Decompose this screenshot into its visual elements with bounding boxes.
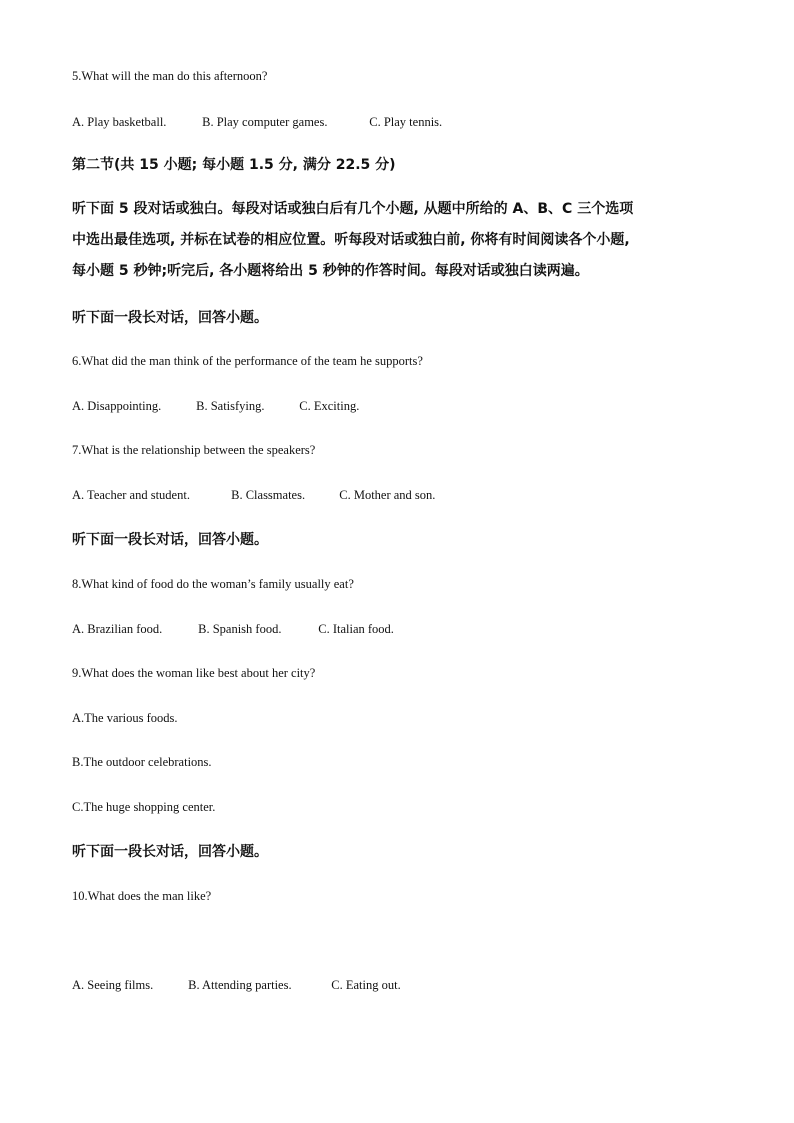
q10-question: 10.What does the man like?	[72, 889, 212, 903]
q9-option-c[interactable]: C.The huge shopping center.	[72, 800, 216, 814]
instructions	[72, 194, 732, 287]
q6-option-b[interactable]: B. Satisfying.	[196, 399, 265, 413]
q10-option-c[interactable]: C. Eating out.	[331, 978, 401, 992]
group-heading-1: 听下面一段长对话，回答小题。	[72, 310, 268, 326]
q5-options	[72, 114, 442, 130]
q5-option-a[interactable]: A. Play basketball.	[72, 115, 167, 129]
instructions-line-1: 听下面 5 段对话或独白。每段对话或独白后有几个小题, 从题中所给的 A、B、C 三个选项	[72, 201, 634, 217]
q5-option-c[interactable]: C. Play tennis.	[369, 115, 443, 129]
q9-option-b[interactable]: B.The outdoor celebrations.	[72, 755, 212, 769]
q7-question: 7.What is the relationship between the speakers?	[72, 443, 316, 457]
q8-options	[72, 621, 394, 637]
instructions-line-3: 每小题 5 秒钟;听完后, 各小题将给出 5 秒钟的作答时间。每段对话或独白读两遍。	[72, 263, 589, 279]
q8-option-a[interactable]: A. Brazilian food.	[72, 622, 163, 636]
q7-options	[72, 487, 435, 503]
q10-option-b[interactable]: B. Attending parties.	[188, 978, 292, 992]
q7-option-a[interactable]: A. Teacher and student.	[72, 488, 190, 502]
q7-option-c[interactable]: C. Mother and son.	[339, 488, 436, 502]
group-heading-3: 听下面一段长对话，回答小题。	[72, 844, 268, 860]
q9-question: 9.What does the woman like best about her city?	[72, 666, 316, 680]
q8-option-b[interactable]: B. Spanish food.	[198, 622, 282, 636]
instructions-line-2: 中选出最佳选项, 并标在试卷的相应位置。听每段对话或独白前, 你将有时间阅读各个小题,	[72, 232, 630, 248]
q6-question: 6.What did the man think of the performance of the team he supports?	[72, 354, 423, 368]
q5-option-b[interactable]: B. Play computer games.	[202, 115, 328, 129]
section2-title: 第二节(共 15 小题; 每小题 1.5 分, 满分 22.5 分)	[72, 157, 396, 173]
q9-option-a[interactable]: A.The various foods.	[72, 711, 178, 725]
q6-option-c[interactable]: C. Exciting.	[299, 399, 360, 413]
group-heading-2: 听下面一段长对话，回答小题。	[72, 532, 268, 548]
q8-question: 8.What kind of food do the woman’s family usually eat?	[72, 577, 354, 591]
q6-options	[72, 398, 359, 414]
q5-question: 5.What will the man do this afternoon?	[72, 69, 268, 83]
q6-option-a[interactable]: A. Disappointing.	[72, 399, 162, 413]
q7-option-b[interactable]: B. Classmates.	[231, 488, 306, 502]
q10-options	[72, 977, 401, 993]
q8-option-c[interactable]: C. Italian food.	[318, 622, 394, 636]
q10-option-a[interactable]: A. Seeing films.	[72, 978, 154, 992]
